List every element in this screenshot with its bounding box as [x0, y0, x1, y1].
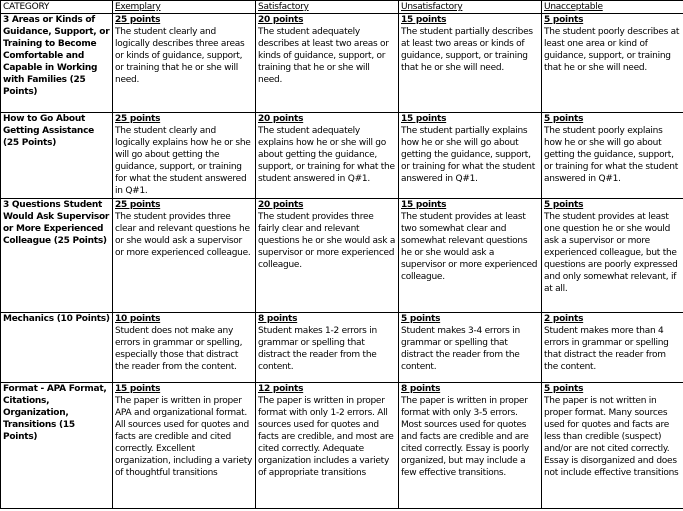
- criterion-text: The student provides three clear and relevant questions he or she would ask a supervisor or more experienced colleague.: [115, 212, 251, 258]
- criterion-text: Student does not make any errors in grammar or spelling, especially those that distract the reader from the content.: [115, 326, 243, 372]
- points-label: 15 points: [115, 384, 161, 394]
- rubric-cell: [399, 14, 542, 113]
- table-row: [1, 199, 683, 313]
- rubric-cell: [113, 383, 256, 509]
- rubric-cell: [542, 313, 683, 383]
- points-label: 15 points: [401, 200, 447, 210]
- rubric-cell: [256, 199, 399, 313]
- points-label: 8 points: [258, 314, 298, 324]
- rubric-cell: [399, 383, 542, 509]
- points-label: 5 points: [401, 314, 441, 324]
- rubric-cell: [113, 313, 256, 383]
- criterion-text: The student provides at least two somewhat clear and somewhat relevant questions he or she would ask a supervisor or more experienced colleague.: [401, 212, 538, 282]
- header-satisfactory: Satisfactory: [256, 1, 399, 14]
- rubric-cell: [256, 313, 399, 383]
- category-cell: 3 Questions Student Would Ask Supervisor or More Experienced Colleague (25 Points): [1, 199, 113, 313]
- category-cell: How to Go About Getting Assistance (25 Points): [1, 113, 113, 199]
- points-label: 5 points: [544, 384, 584, 394]
- points-label: 15 points: [401, 15, 447, 25]
- points-label: 5 points: [544, 200, 584, 210]
- rubric-cell: [542, 199, 683, 313]
- header-row: [1, 1, 683, 14]
- header-category: CATEGORY: [1, 1, 113, 14]
- criterion-text: The student poorly describes at least one area or kind of guidance, support, or training that he or she will need.: [544, 27, 680, 73]
- points-label: 25 points: [115, 114, 161, 124]
- category-cell: 3 Areas or Kinds of Guidance, Support, or Training to Become Comfortable and Capable in Working with Families (25 Points): [1, 14, 113, 113]
- header-unsatisfactory: Unsatisfactory: [399, 1, 542, 14]
- criterion-text: Student makes 3-4 errors in grammar or spelling that distract the reader from the content.: [401, 326, 520, 372]
- criterion-text: The student poorly explains how he or she will go about getting the guidance, support, or training for what the student answered in Q#1.: [544, 126, 679, 184]
- rubric-cell: [113, 113, 256, 199]
- points-label: 25 points: [115, 200, 161, 210]
- header-exemplary: Exemplary: [113, 1, 256, 14]
- criterion-text: Student makes 1-2 errors in grammar or spelling that distract the reader from the content.: [258, 326, 377, 372]
- category-cell: Mechanics (10 Points): [1, 313, 113, 383]
- points-label: 8 points: [401, 384, 441, 394]
- criterion-text: The student partially explains how he or she will go about getting the guidance, support, or training for what the student answered in Q#1.: [401, 126, 536, 184]
- criterion-text: The student provides at least one question he or she would ask a supervisor or more experienced colleague, but the questions are poorly expressed and only somewhat relevant, if at all.: [544, 212, 678, 294]
- criterion-text: The student adequately explains how he or she will go about getting the guidance, support, or training for what the student answered in Q#1.: [258, 126, 395, 184]
- rubric-cell: [542, 383, 683, 509]
- points-label: 20 points: [258, 15, 304, 25]
- criterion-text: The paper is written in proper APA and organizational format. All sources used for quotes and facts are credible and cited correctly. Excellent organization, including a variety of thoughtful transitions: [115, 396, 253, 478]
- criterion-text: The student partially describes at least two areas or kinds of guidance, support, or training that he or she will need.: [401, 27, 533, 73]
- rubric-cell: [399, 313, 542, 383]
- rubric-cell: [399, 113, 542, 199]
- criterion-text: The student provides three fairly clear and relevant questions he or she would ask a supervisor or more experienced colleague.: [258, 212, 396, 270]
- header-unacceptable: Unacceptable: [542, 1, 683, 14]
- points-label: 5 points: [544, 114, 584, 124]
- rubric-cell: [256, 113, 399, 199]
- criterion-text: Student makes more than 4 errors in grammar or spelling that distract the reader from the content.: [544, 326, 669, 372]
- criterion-text: The student adequately describes at least two areas or kinds of guidance, support, or training that he or she will need.: [258, 27, 389, 85]
- points-label: 15 points: [401, 114, 447, 124]
- criterion-text: The paper is written in proper format with only 3-5 errors. Most sources used for quotes and facts are credible and are cited correctly. Essay is poorly organized, but may include a few effective transitions.: [401, 396, 529, 478]
- points-label: 2 points: [544, 314, 584, 324]
- points-label: 10 points: [115, 314, 161, 324]
- points-label: 20 points: [258, 114, 304, 124]
- rubric-cell: [542, 14, 683, 113]
- points-label: 5 points: [544, 15, 584, 25]
- rubric-cell: [399, 199, 542, 313]
- points-label: 25 points: [115, 15, 161, 25]
- criterion-text: The student clearly and logically describes three areas or kinds of guidance, support, or training that he or she will need.: [115, 27, 245, 85]
- rubric-cell: [113, 199, 256, 313]
- table-row: [1, 313, 683, 383]
- rubric-cell: [256, 14, 399, 113]
- criterion-text: The paper is written in proper format with only 1-2 errors. All sources used for quotes and facts are credible, and most are cited correctly. Adequate organization includes a variety of appropriate transitions: [258, 396, 394, 478]
- criterion-text: The student clearly and logically explains how he or she will go about getting the guidance, support, or training for what the student answered in Q#1.: [115, 126, 251, 196]
- points-label: 12 points: [258, 384, 304, 394]
- points-label: 20 points: [258, 200, 304, 210]
- table-row: [1, 383, 683, 509]
- table-row: [1, 14, 683, 113]
- rubric-cell: [113, 14, 256, 113]
- rubric-cell: [256, 383, 399, 509]
- category-cell: Format - APA Format, Citations, Organization, Transitions (15 Points): [1, 383, 113, 509]
- criterion-text: The paper is not written in proper format. Many sources used for quotes and facts are less than credible (suspect) and/or are not cited correctly. Essay is disorganized and does not include effective transitions: [544, 396, 679, 478]
- rubric-cell: [542, 113, 683, 199]
- table-row: [1, 113, 683, 199]
